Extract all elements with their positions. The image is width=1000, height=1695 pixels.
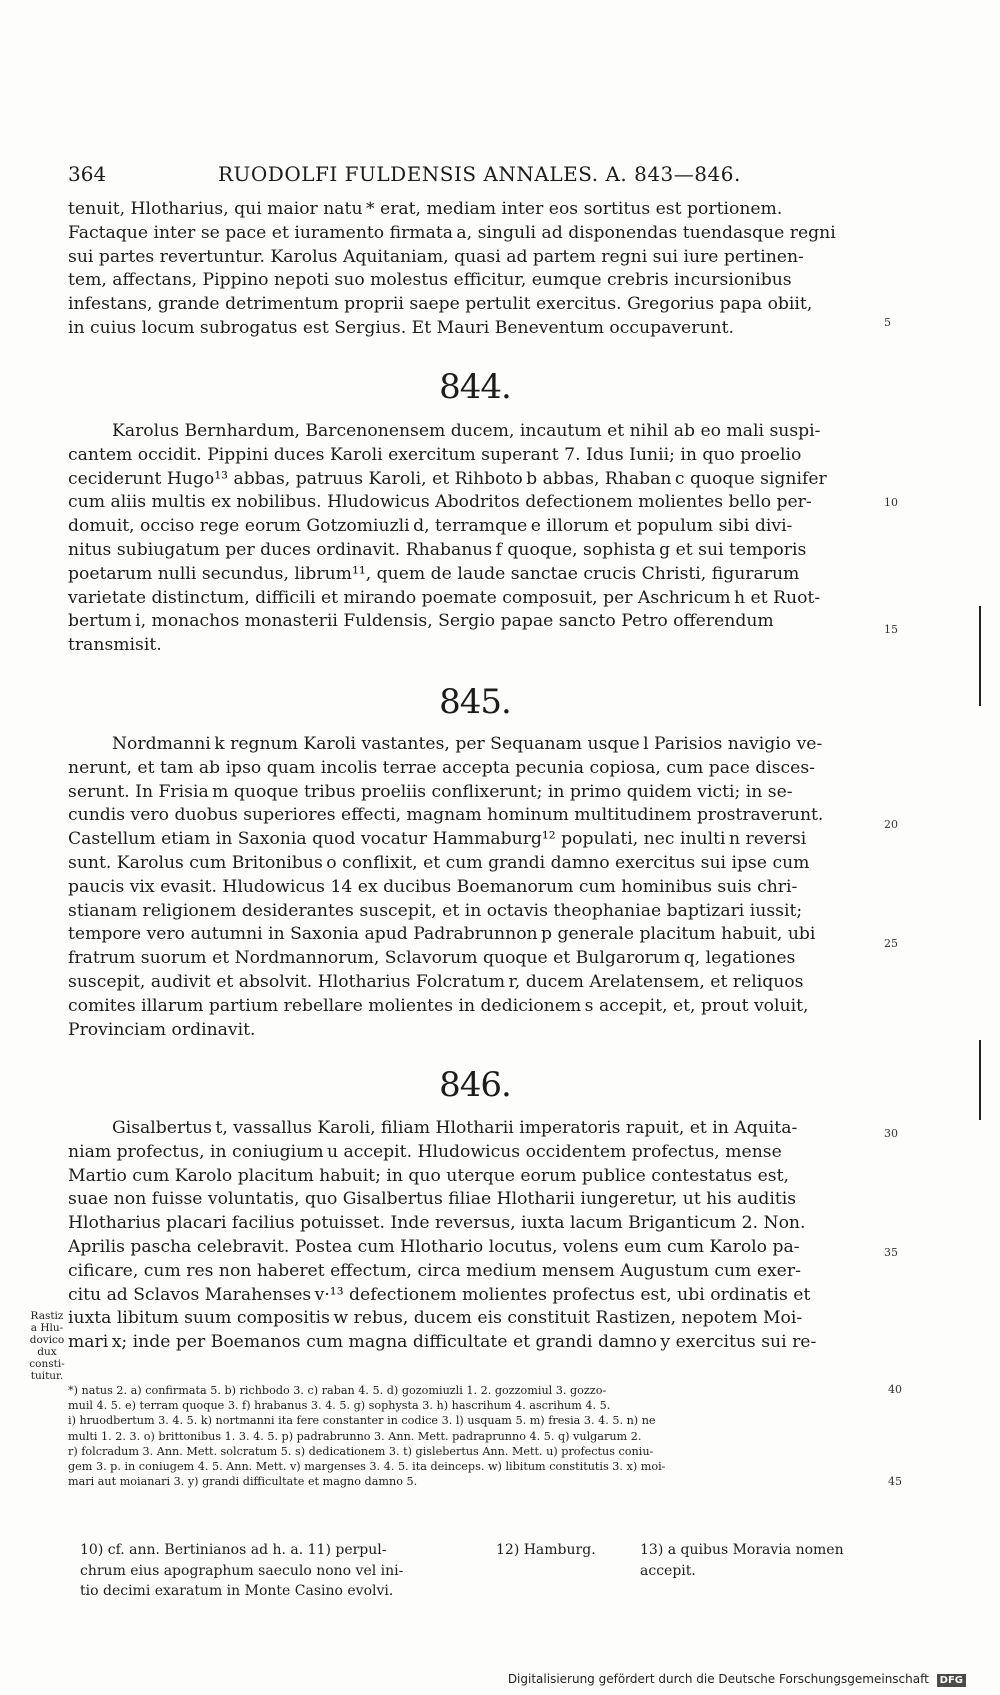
note-line: 13) a quibus Moravia nomen — [640, 1542, 844, 1558]
text-line: comites illarum partium rebellare molientes in dedicionem s accepit, et, prout voluit, — [68, 995, 809, 1016]
text-line: mari x; inde per Boemanos cum magna difficultate et grandi damno y exercitus sui re- — [68, 1332, 817, 1353]
footnote-line: i) hruodbertum 3. 4. 5. k) nortmanni ita fere constanter in codice 3. l) usquam 5. m) fresia 3. 4. 5. n) ne — [68, 1414, 656, 1428]
footnote-line: gem 3. p. in coniugem 4. 5. Ann. Mett. v) margenses 3. 4. 5. ita deinceps. w) libitum constitutis 3. x) moi- — [68, 1460, 666, 1474]
running-title: RUODOLFI FULDENSIS ANNALES. A. 843—846. — [218, 162, 741, 186]
note-line: chrum eius apographum saeculo nono vel ini- — [80, 1562, 404, 1579]
text-line: Provinciam ordinavit. — [68, 1019, 256, 1040]
page-header — [68, 162, 888, 190]
text-line: nerunt, et tam ab ipso quam incolis terrae accepta pecunia copiosa, cum pace disces- — [68, 757, 815, 778]
text-line: serunt. In Frisia m quoque tribus proeliis conflixerunt; in primo quidem victi; in se- — [68, 781, 793, 802]
text-line: Gisalbertus t, vassallus Karoli, filiam Hlotharii imperatoris rapuit, et in Aquita- — [112, 1118, 798, 1138]
footnote-line: muil 4. 5. e) terram quoque 3. f) hrabanus 3. 4. 5. g) sophysta 3. h) hascrihum 4. ascrihum 4. 5. — [68, 1399, 611, 1413]
footnote-line: mari aut moianari 3. y) grandi difficultate et magno damno 5. — [68, 1475, 418, 1489]
text-line: niam profectus, in coniugium u accepit. Hludowicus occidentem profectus, mense — [68, 1141, 782, 1162]
page-number: 364 — [68, 162, 107, 186]
text-line: transmisit. — [68, 635, 162, 656]
year-heading-845: 845. — [439, 682, 511, 722]
text-line: Nordmanni k regnum Karoli vastantes, per Sequanam usque l Parisios navigio ve- — [112, 734, 823, 754]
scan-margin-mark — [979, 606, 981, 706]
critical-apparatus — [68, 1383, 888, 1489]
text-line: Martio cum Karolo placitum habuit; in quo uterque eorum publice contestatus est, — [68, 1165, 789, 1186]
historical-notes-col1 — [80, 1540, 500, 1602]
text-line: fratrum suorum et Nordmannorum, Sclavorum quoque et Bulgarorum q, legationes — [68, 948, 796, 969]
text-line: tem, affectans, Pippino nepoti suo molestus efficitur, eumque crebris incursionibus — [68, 270, 792, 291]
text-line: nitus subiugatum per duces ordinavit. Rhabanus f quoque, sophista g et sui temporis — [68, 539, 807, 560]
dfg-logo: DFG — [937, 1674, 966, 1687]
text-line: bertum i, monachos monasterii Fuldensis, Sergio papae sancto Petro offerendum — [68, 611, 774, 632]
text-line: suscepit, audivit et absolvit. Hlotharius Folcratum r, ducem Arelatensem, et reliquos — [68, 971, 804, 992]
paragraph-845 — [68, 733, 880, 1042]
line-number: 45 — [888, 1475, 902, 1488]
margin-note-line: a Hlu- — [30, 1322, 64, 1334]
text-line: citu ad Sclavos Marahenses v·¹³ defectionem molientes profectus est, ubi ordinatis et — [68, 1284, 811, 1305]
footnote-line: multi 1. 2. 3. o) brittonibus 1. 3. 4. 5. p) padrabrunno 3. Ann. Mett. padraprunno 4. 5. q) vulgarum 2. — [68, 1429, 642, 1443]
line-number: 30 — [884, 1127, 898, 1140]
text-line: iuxta libitum suum compositis w rebus, ducem eis constituit Rastizen, nepotem Moi- — [68, 1308, 803, 1329]
scan-margin-mark — [979, 1040, 981, 1120]
note-line: 10) cf. ann. Bertinianos ad h. a. 11) perpul- — [80, 1542, 387, 1558]
text-line: cum aliis multis ex nobilibus. Hludowicus Abodritos defectionem molientes bello per- — [68, 492, 812, 513]
note-line: tio decimi exaratum in Monte Casino evolvi. — [80, 1583, 394, 1599]
historical-notes-col2 — [496, 1540, 636, 1561]
text-line: tenuit, Hlotharius, qui maior natu * erat, mediam inter eos sortitus est portionem. — [68, 199, 783, 219]
margin-note-line: dovico — [29, 1334, 65, 1346]
line-number: 5 — [884, 316, 891, 329]
margin-note-line: dux — [37, 1346, 57, 1358]
text-line: Karolus Bernhardum, Barcenonensem ducem, incautum et nihil ab eo mali suspi- — [112, 421, 821, 441]
margin-note-line: Rastiz — [30, 1310, 64, 1322]
intro-paragraph — [68, 198, 880, 341]
historical-notes-col3 — [640, 1540, 890, 1581]
paragraph-846 — [68, 1117, 880, 1355]
footnote-line: r) folcradum 3. Ann. Mett. solcratum 5. s) dedicationem 3. t) gislebertus Ann. Mett. u) profectus coniu- — [68, 1444, 654, 1458]
line-number: 10 — [884, 496, 898, 509]
text-line: cificare, cum res non haberet effectum, circa medium mensem Augustum cum exer- — [68, 1260, 801, 1281]
text-line: domuit, occiso rege eorum Gotzomiuzli d, terramque e illorum et populum sibi divi- — [68, 516, 793, 537]
line-number: 20 — [884, 818, 898, 831]
text-line: sunt. Karolus cum Britonibus o conflixit, et cum grandi damno exercitus sui ipse cum — [68, 852, 810, 873]
note-line: 12) Hamburg. — [496, 1542, 596, 1558]
line-number: 35 — [884, 1246, 898, 1259]
text-line: Aprilis pascha celebravit. Postea cum Hlothario locutus, volens eum cum Karolo pa- — [68, 1236, 800, 1257]
text-line: paucis vix evasit. Hludowicus 14 ex ducibus Boemanorum cum hominibus suis chri- — [68, 876, 798, 897]
margin-note-line: tuitur. — [30, 1370, 64, 1382]
text-line: infestans, grande detrimentum proprii saepe pertulit exercitus. Gregorius papa obiit, — [68, 294, 813, 315]
line-number: 40 — [888, 1383, 902, 1396]
text-line: Factaque inter se pace et iuramento firmata a, singuli ad disponendas tuendasque regni — [68, 222, 836, 243]
text-line: tempore vero autumni in Saxonia apud Padrabrunnon p generale placitum habuit, ubi — [68, 924, 816, 945]
line-number: 25 — [884, 937, 898, 950]
paragraph-844 — [68, 420, 880, 658]
digitization-credit — [508, 1672, 966, 1687]
text-line: suae non fuisse voluntatis, quo Gisalbertus filiae Hlotharii iungeretur, ut his auditis — [68, 1189, 797, 1210]
text-line: stianam religionem desiderantes suscepit, et in octavis theophaniae baptizari iussit; — [68, 900, 803, 921]
note-line: accepit. — [640, 1562, 696, 1579]
footnote-line: *) natus 2. a) confirmata 5. b) richbodo 3. c) raban 4. 5. d) gozomiuzli 1. 2. gozzomiul 3. gozzo- — [68, 1384, 607, 1397]
text-line: Castellum etiam in Saxonia quod vocatur Hammaburg¹² populati, nec inulti n reversi — [68, 829, 807, 850]
text-line: varietate distinctum, difficili et mirando poemate composuit, per Aschricum h et Ruot- — [68, 587, 821, 608]
text-line: cundis vero duobus superiores effecti, magnam hominum multitudinem prostraverunt. — [68, 805, 824, 826]
text-line: ceciderunt Hugo¹³ abbas, patruus Karoli, et Rihboto b abbas, Rhaban c quoque signifer — [68, 468, 827, 489]
year-heading-844: 844. — [439, 367, 511, 407]
text-line: in cuius locum subrogatus est Sergius. Et Mauri Beneventum occupaverunt. — [68, 317, 734, 338]
margin-note — [22, 1310, 72, 1382]
text-line: Hlotharius placari facilius potuisset. Inde reversus, iuxta lacum Briganticum 2. Non. — [68, 1213, 806, 1234]
year-heading-846: 846. — [439, 1065, 511, 1105]
line-number: 15 — [884, 623, 898, 636]
text-line: sui partes revertuntur. Karolus Aquitaniam, quasi ad partem regni sui iure pertinen- — [68, 246, 804, 267]
credit-text: Digitalisierung gefördert durch die Deutsche Forschungsgemeinschaft — [507, 1672, 929, 1686]
margin-note-line: consti- — [29, 1358, 65, 1370]
text-line: poetarum nulli secundus, librum¹¹, quem de laude sanctae crucis Christi, figurarum — [68, 563, 800, 584]
text-line: cantem occidit. Pippini duces Karoli exercitum superant 7. Idus Iunii; in quo proelio — [68, 444, 802, 465]
